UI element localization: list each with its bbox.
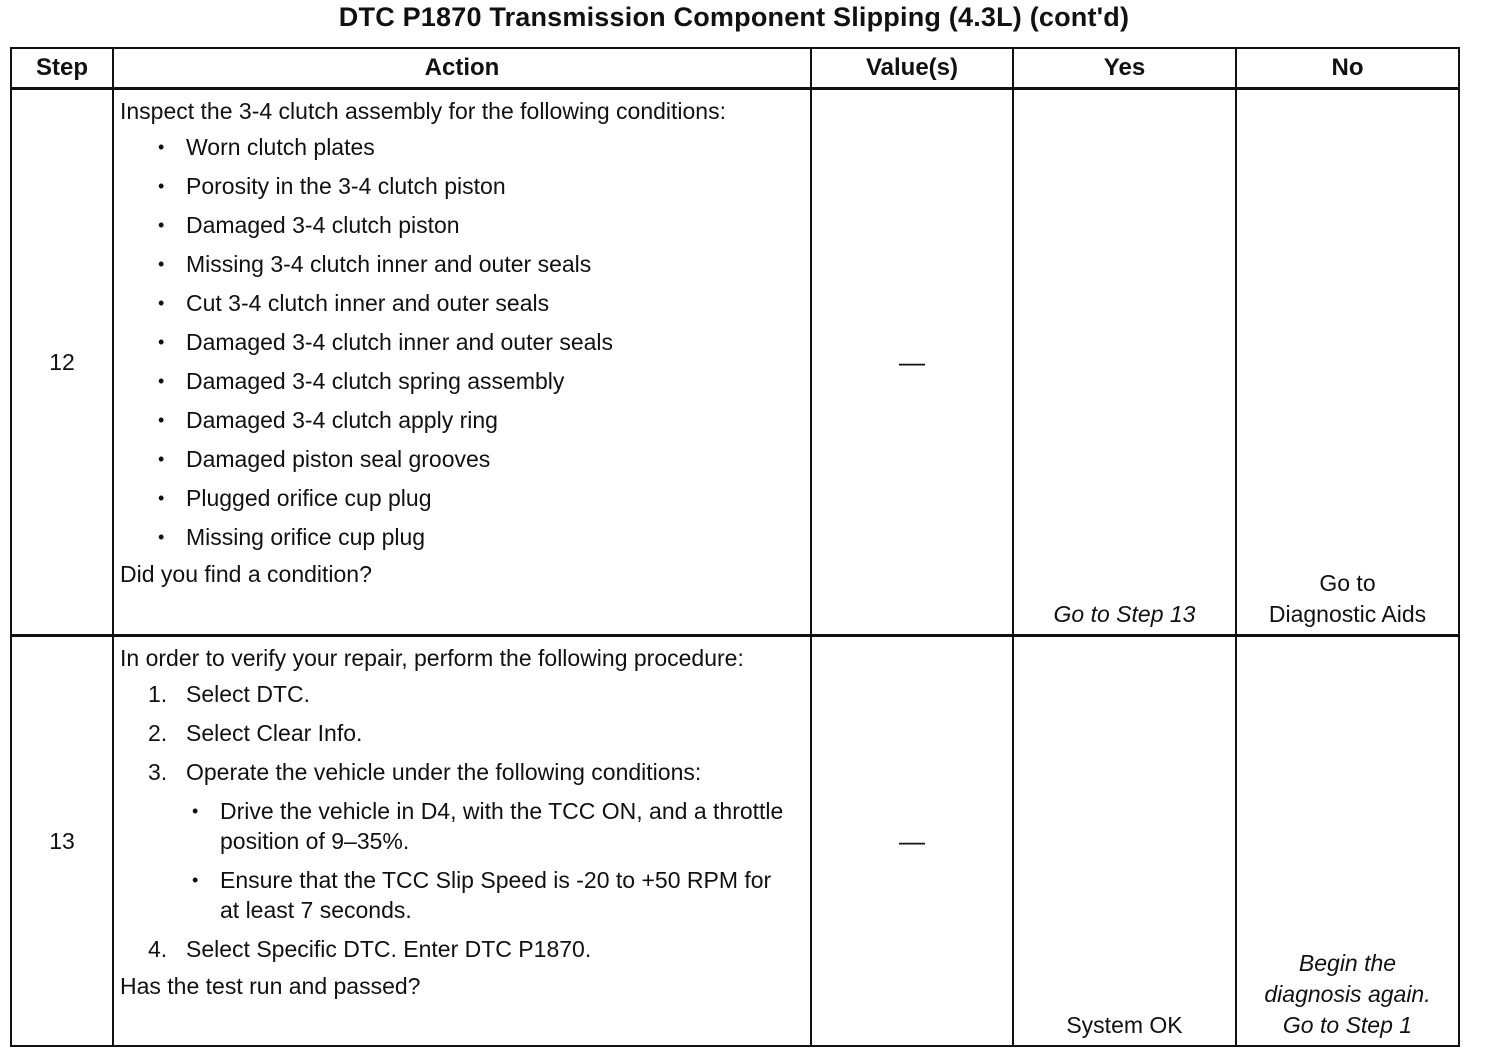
step-text: Select Clear Info. [186,720,363,746]
step-text: Select Specific DTC. Enter DTC P1870. [186,936,592,962]
table-row [11,636,1459,1047]
list-item [120,679,796,709]
no-line: Diagnostic Aids [1268,601,1427,627]
list-item: • Missing orifice cup plug [120,522,796,552]
list-item: • Missing 3-4 clutch inner and outer seals [120,249,796,279]
header-step: Step [11,48,113,89]
action-cell [113,89,811,636]
action-intro: In order to verify your repair, perform the following procedure: [120,645,744,671]
yes-cell: Go to Step 13 [1013,89,1236,636]
action-intro: Inspect the 3-4 clutch assembly for the following conditions: [120,98,726,124]
step-index: 4. [148,936,168,962]
list-item [120,934,796,964]
header-row [11,48,1459,89]
list-item: • Ensure that the TCC Slip Speed is -20 to +50 RPM for at least 7 seconds. [186,865,796,925]
value-cell: — [811,636,1013,1047]
page-title: DTC P1870 Transmission Component Slipping (4.3L) (cont'd) [338,2,1130,32]
list-item [120,757,796,925]
condition-list [120,132,796,552]
list-item: • Drive the vehicle in D4, with the TCC ON, and a throttle position of 9–35%. [186,796,796,856]
step-text: Operate the vehicle under the following conditions: [186,759,702,785]
list-item: • Damaged 3-4 clutch piston [120,210,796,240]
no-cell [1236,636,1459,1047]
step-index: 3. [148,759,168,785]
list-item: • Worn clutch plates [120,132,796,162]
header-yes: Yes [1013,48,1236,89]
action-question: Did you find a condition? [120,561,372,587]
list-item: • Damaged piston seal grooves [120,444,796,474]
step-index: 2. [148,720,168,746]
list-item: • Porosity in the 3-4 clutch piston [120,171,796,201]
list-item [120,718,796,748]
procedure-list [120,679,796,964]
step-number: 12 [11,89,113,636]
diagnostic-table [10,47,1460,1047]
header-values: Value(s) [811,48,1013,89]
step-index: 1. [148,681,168,707]
step-number: 13 [11,636,113,1047]
list-item: • Damaged 3-4 clutch inner and outer seals [120,327,796,357]
action-question: Has the test run and passed? [120,973,421,999]
no-cell [1236,89,1459,636]
table-row [11,89,1459,636]
value-cell: — [811,89,1013,636]
list-item: • Damaged 3-4 clutch spring assembly [120,366,796,396]
action-cell [113,636,811,1047]
no-line: diagnosis again. [1264,981,1431,1007]
yes-cell: System OK [1013,636,1236,1047]
header-no: No [1236,48,1459,89]
list-item: • Cut 3-4 clutch inner and outer seals [120,288,796,318]
list-item: • Plugged orifice cup plug [120,483,796,513]
sub-condition-list [186,796,796,925]
no-line: Go to Step 1 [1282,1012,1413,1038]
header-action: Action [113,48,811,89]
list-item: • Damaged 3-4 clutch apply ring [120,405,796,435]
no-line: Begin the [1298,950,1397,976]
no-line: Go to [1319,570,1376,596]
step-text: Select DTC. [186,681,310,707]
